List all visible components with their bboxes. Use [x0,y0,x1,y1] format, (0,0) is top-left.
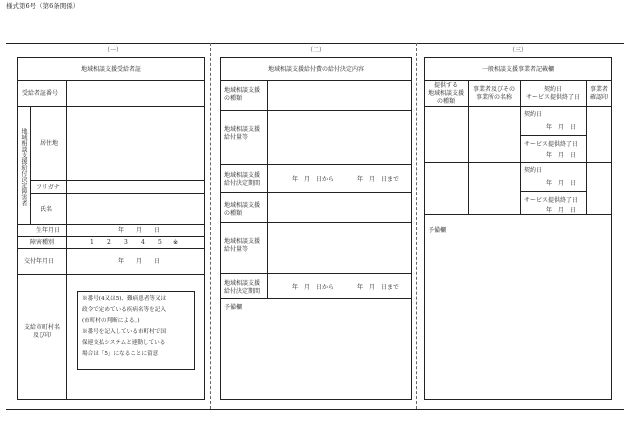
type-label-b-2: の種類 [224,210,243,217]
type-label-a-1: 地域相談支援 [224,87,261,94]
col-contract-2: サービス提供終了日 [525,94,580,101]
bottom-divider [6,409,624,410]
panel-3-remarks-label: 予備欄 [428,227,447,234]
form-number: 様式第6号（第6条関係） [6,2,80,10]
panel-3-title: 一般相談支援事業者記載欄 [481,66,554,73]
col-business-name-1: 事業者及びその [472,86,515,93]
row2-contract-date: 年 月 日 [546,180,577,187]
row1-end-date: 年 月 日 [546,152,577,159]
row2-end-label: サービス提供終了日 [524,197,579,204]
disability-option-1: 1 [90,239,94,246]
note-line-1: ※番号(4又は5)、難病患者等又は [82,296,167,302]
panel-2-benefit-decision [220,57,412,400]
col-service-type-3: の種類 [436,98,455,105]
row1-contract-date: 年 月 日 [546,124,577,131]
period-to-b: 年 月 日まで [357,284,400,291]
note-line-5: 保連支払システムと連動している [82,340,166,346]
birth-label: 生年月日 [36,227,61,234]
row1-end-label: サービス提供終了日 [524,141,579,148]
disability-option-note-mark: ※ [173,239,179,246]
side-label: 地域相談支援給付決定障害者 [20,128,27,206]
section-2-heading: （二） [306,47,325,54]
disability-option-5: 5 [158,239,162,246]
note-line-4: ※番号を記入している市町村で国 [82,329,166,335]
period-from-a: 年 月 日から [292,176,335,183]
panel-3-provider-record [424,57,612,400]
amount-label-b-2: 給付量等 [224,246,249,253]
type-label-b-1: 地域相談支援 [224,202,261,209]
note-line-3: (市町村の判断による。) [82,318,140,324]
col-confirm-2: 確認印 [589,94,608,101]
municipality-label-line-2: 及び印 [32,332,51,339]
amount-label-b-1: 地域相談支援 [224,238,261,245]
issue-date-label: 交付年月日 [24,258,55,265]
row2-contract-label: 契約日 [524,167,543,174]
amount-label-a-2: 給付量等 [224,134,249,141]
period-to-a: 年 月 日まで [357,176,400,183]
section-1-heading: （一） [103,47,122,54]
col-service-type-2: 地域相談支援 [427,90,464,97]
top-divider [6,43,624,44]
period-label-a-1: 地域相談支援 [224,172,261,179]
col-business-name-2: 事業所の名称 [475,94,512,101]
birth-date-field: 年 月 日 [118,227,161,234]
issue-date-field: 年 月 日 [118,258,161,265]
period-label-b-2: 給付決定期間 [224,288,261,295]
amount-label-a-1: 地域相談支援 [224,126,261,133]
furigana-label: フリガナ [36,184,60,191]
period-label-a-2: 給付決定期間 [224,180,261,187]
col-confirm-1: 事業者 [589,86,608,93]
period-from-b: 年 月 日から [292,284,335,291]
municipality-label-line-1: 支給市町村名 [23,324,60,331]
col-service-type-1: 提供する [433,82,458,89]
fold-line-1 [210,43,211,409]
period-label-b-1: 地域相談支援 [224,280,261,287]
disability-option-4: 4 [141,239,145,246]
note-line-2: 政令で定めている疾病名等を記入 [82,307,166,313]
panel-2-title: 地域相談支援給付費の給付決定内容 [267,66,364,73]
row1-contract-label: 契約日 [524,111,543,118]
fold-line-2 [416,43,417,409]
panel-1-title: 地域相談支援受給者証 [80,66,141,73]
panel-2-remarks-label: 予備欄 [224,304,243,311]
cert-number-label: 受給者証番号 [22,90,59,97]
disability-option-2: 2 [107,239,111,246]
address-label: 居住地 [40,140,59,147]
disability-label: 障害種別 [30,239,55,246]
type-label-a-2: の種類 [224,95,243,102]
col-contract-1: 契約日 [543,86,562,93]
note-line-6: 場合は「5」になることに留意 [82,351,159,357]
section-3-heading: （三） [508,47,527,54]
disability-option-3: 3 [124,239,128,246]
row2-end-date: 年 月 日 [546,207,577,214]
name-label: 氏名 [40,206,53,213]
